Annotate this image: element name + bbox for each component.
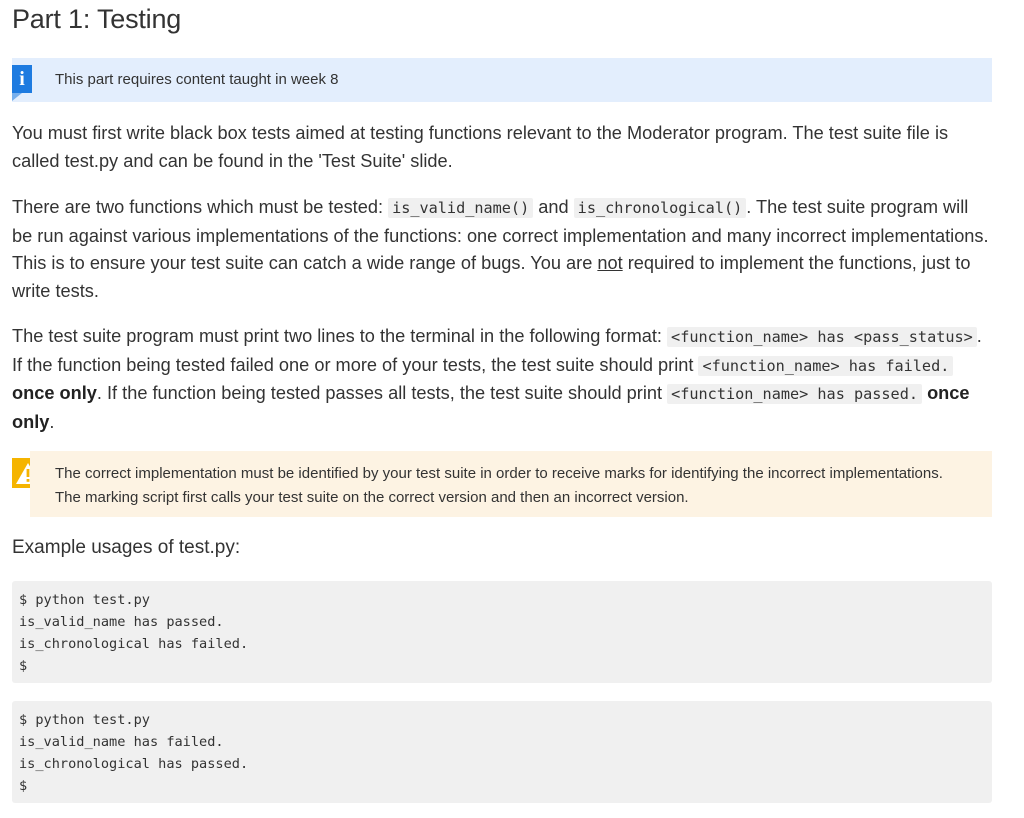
paragraph-format [12,323,990,436]
info-callout [12,58,992,102]
code-is-chronological: is_chronological() [574,198,747,218]
underlined-not: not [597,253,623,273]
code-line: is_chronological has failed. [19,636,249,652]
code-is-valid-name: is_valid_name() [388,198,533,218]
paragraph-functions-start: There are two functions which must be tested: [12,197,389,217]
bold-once-only-1: once only [12,383,97,403]
code-line: is_valid_name has passed. [19,614,224,630]
code-line: $ [19,778,28,794]
paragraph-functions-and: and [533,197,574,217]
page-title: Part 1: Testing [12,4,182,34]
paragraph-functions [12,194,990,305]
example-heading: Example usages of test.py: [12,537,241,558]
warning-callout-text: The correct implementation must be identified by your test suite in order to receive marks for identifying the incorrect implementations. The marking script first calls your test suite on the correct version and then an incorrect version. [55,465,943,506]
code-has-failed: <function_name> has failed. [698,356,953,376]
code-has-passed: <function_name> has passed. [667,384,922,404]
paragraph-format-mid2: . If the function being tested passes all tests, the test suite should print [96,383,668,403]
code-block-example-1 [12,581,992,683]
paragraph-functions-middle: . The test suite program will be run against various implementations of the functions: one correct implementation and many incorrect implementations. This is to ensure your test suite can catch a wide range of bugs. You are [12,197,989,273]
code-line: $ python test.py [19,592,150,608]
paragraph-intro-text: You must first write black box tests aimed at testing functions relevant to the Moderator program. The test suite file is called test.py and can be found in the 'Test Suite' slide. [12,123,949,171]
info-icon: i [12,65,32,93]
code-line: $ python test.py [19,712,150,728]
code-line: is_valid_name has failed. [19,734,224,750]
code-line: is_chronological has passed. [19,756,249,772]
paragraph-format-mid1: . If the function being tested failed one or more of your tests, the test suite should print [12,326,982,375]
paragraph-format-end: . [49,411,55,432]
paragraph-format-start: The test suite program must print two lines to the terminal in the following format: [12,326,668,346]
warning-callout [30,451,992,517]
code-line: $ [19,658,28,674]
paragraph-intro [12,120,990,175]
code-block-example-2 [12,701,992,803]
code-format: <function_name> has <pass_status> [667,327,977,347]
bold-once-only-2: once only [12,383,970,432]
info-callout-text: This part requires content taught in week 8 [55,71,339,88]
paragraph-functions-end: required to implement the functions, just to write tests. [12,253,971,301]
